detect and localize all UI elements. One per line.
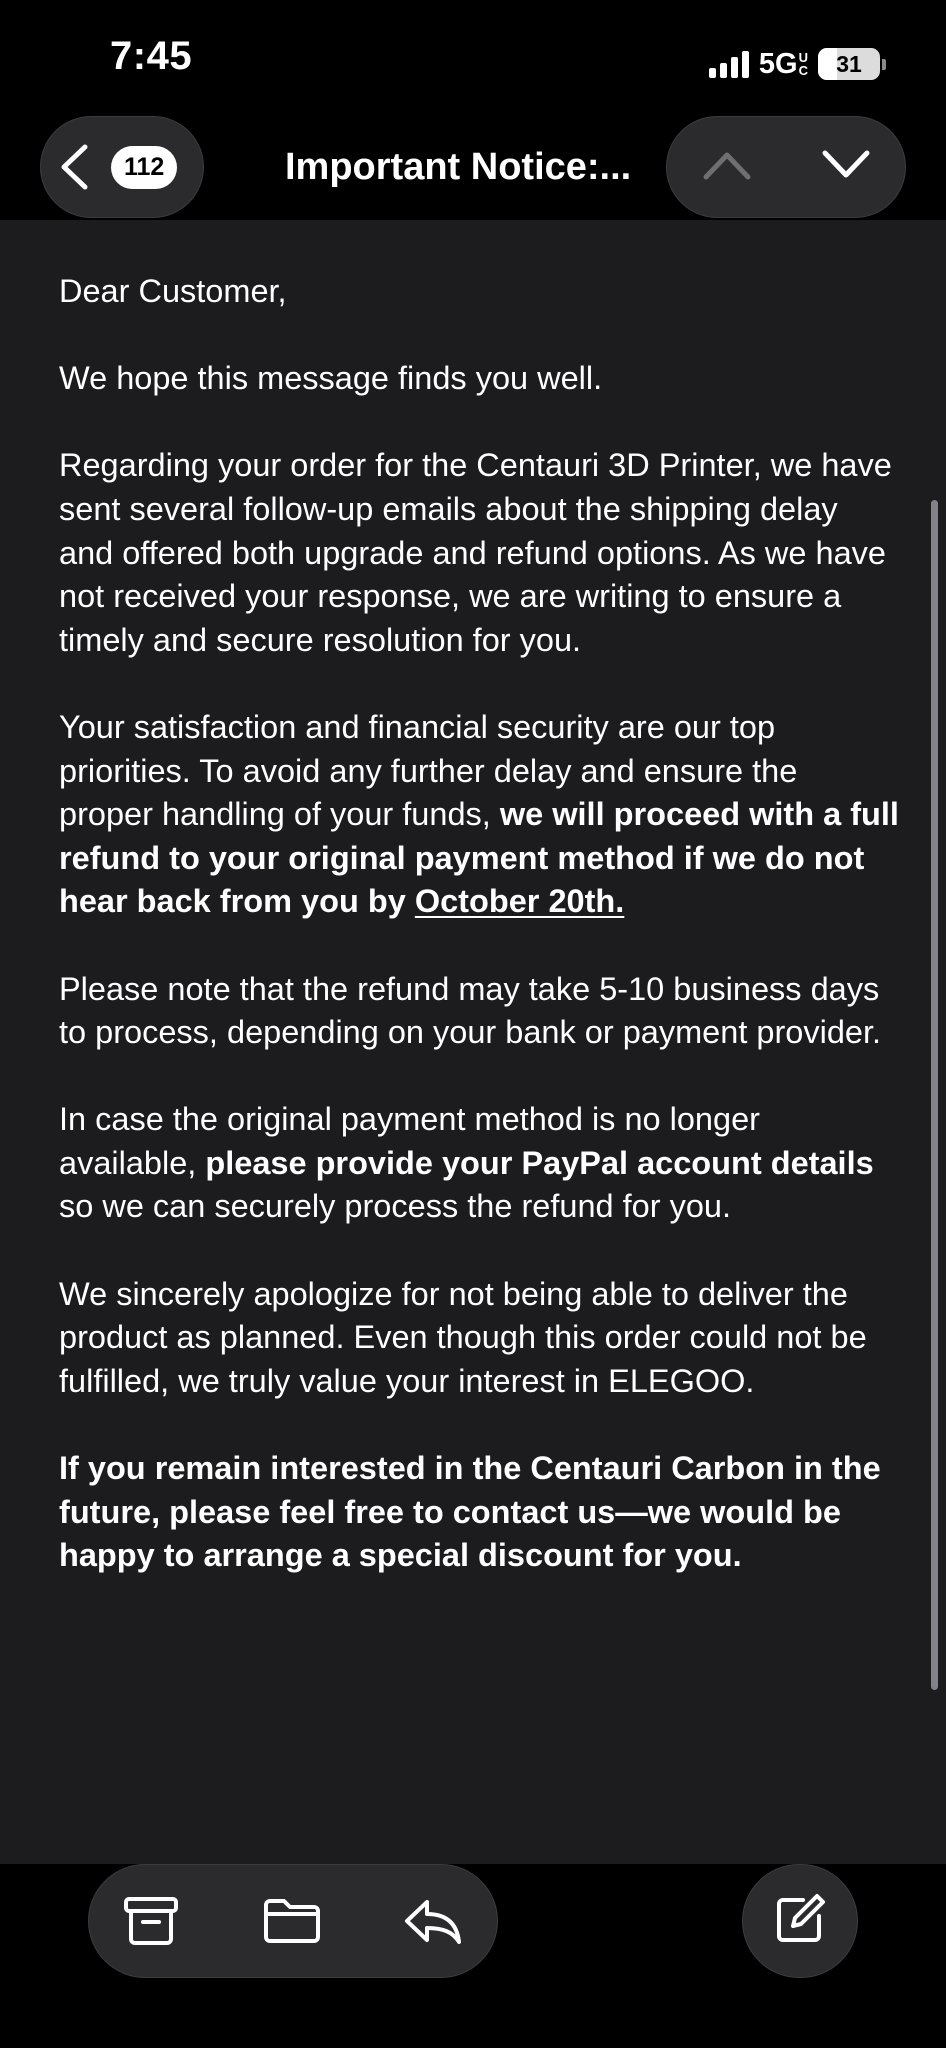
network-suffix	[799, 51, 808, 77]
chevron-left-icon	[59, 144, 89, 190]
network-suffix-bottom: C	[798, 63, 808, 78]
action-group	[88, 1864, 498, 1978]
archive-button[interactable]	[121, 1893, 181, 1953]
paragraph-intro: We hope this message finds you well.	[59, 360, 603, 397]
chevron-down-icon[interactable]	[822, 150, 870, 185]
nav-bar	[0, 110, 946, 220]
battery-percent: 31	[836, 50, 862, 77]
battery-fill	[818, 48, 837, 80]
refund-notice-bold: we will proceed with a full refund to your original payment method if we do not hear back from you by	[59, 796, 899, 920]
refund-notice-text: Your satisfaction and financial security are our top priorities. To avoid any further delay and ensure the proper handling of your funds,	[59, 708, 798, 833]
paragraph-apology: We sincerely apologize for not being able to deliver the product as planned. Even though this order could not be fulfilled, we truly value your interest in ELEGOO.	[59, 1275, 867, 1399]
bottom-toolbar	[0, 1864, 946, 2048]
back-button[interactable]	[40, 116, 204, 218]
status-time: 7:45	[110, 34, 193, 78]
paragraph-discount	[59, 1447, 899, 1578]
email-body	[59, 270, 899, 1621]
unread-count-badge: 112	[111, 146, 177, 189]
paragraph-paypal-request	[59, 1098, 899, 1229]
compose-button[interactable]	[742, 1864, 858, 1978]
folder-icon	[262, 1897, 322, 1950]
status-bar	[0, 0, 946, 110]
move-to-folder-button[interactable]	[262, 1893, 322, 1953]
network-indicator	[759, 48, 808, 81]
archive-icon	[123, 1895, 179, 1952]
reply-icon	[403, 1896, 463, 1951]
discount-bold: If you remain interested in the Centauri Carbon in the future, please feel free to contact us—we would be happy to arrange a special discount for you.	[59, 1450, 881, 1574]
greeting: Dear Customer,	[59, 273, 287, 309]
email-subject-title: Important Notice:...	[285, 146, 632, 188]
deadline-date-link[interactable]: October 20th.	[414, 883, 625, 920]
paragraph-processing-time: Please note that the refund may take 5-10 business days to process, depending on your bank or payment provider.	[59, 970, 882, 1051]
paragraph-order: Regarding your order for the Centauri 3D Printer, we have sent several follow-up emails about the shipping delay and offered both upgrade and refund options. As we have not received your response, we are writing to ensure a timely and secure resolution for you.	[59, 447, 892, 658]
paypal-bold: please provide your PayPal account details	[205, 1144, 874, 1181]
battery-icon	[818, 48, 886, 80]
message-navigation	[666, 116, 906, 218]
network-label: 5G	[758, 47, 798, 80]
paypal-text-1: In case the original payment method is no longer available,	[59, 1101, 760, 1181]
scrollbar[interactable]	[931, 500, 938, 1690]
compose-icon	[773, 1892, 827, 1951]
paypal-text-2: so we can securely process the refund for you.	[59, 1188, 732, 1225]
chevron-up-icon[interactable]	[703, 150, 751, 185]
status-icons	[709, 46, 886, 82]
signal-icon	[709, 50, 749, 78]
email-content[interactable]	[0, 220, 946, 1864]
paragraph-refund-notice	[59, 706, 899, 924]
reply-button[interactable]	[403, 1893, 463, 1953]
network-suffix-top: U	[798, 50, 808, 65]
